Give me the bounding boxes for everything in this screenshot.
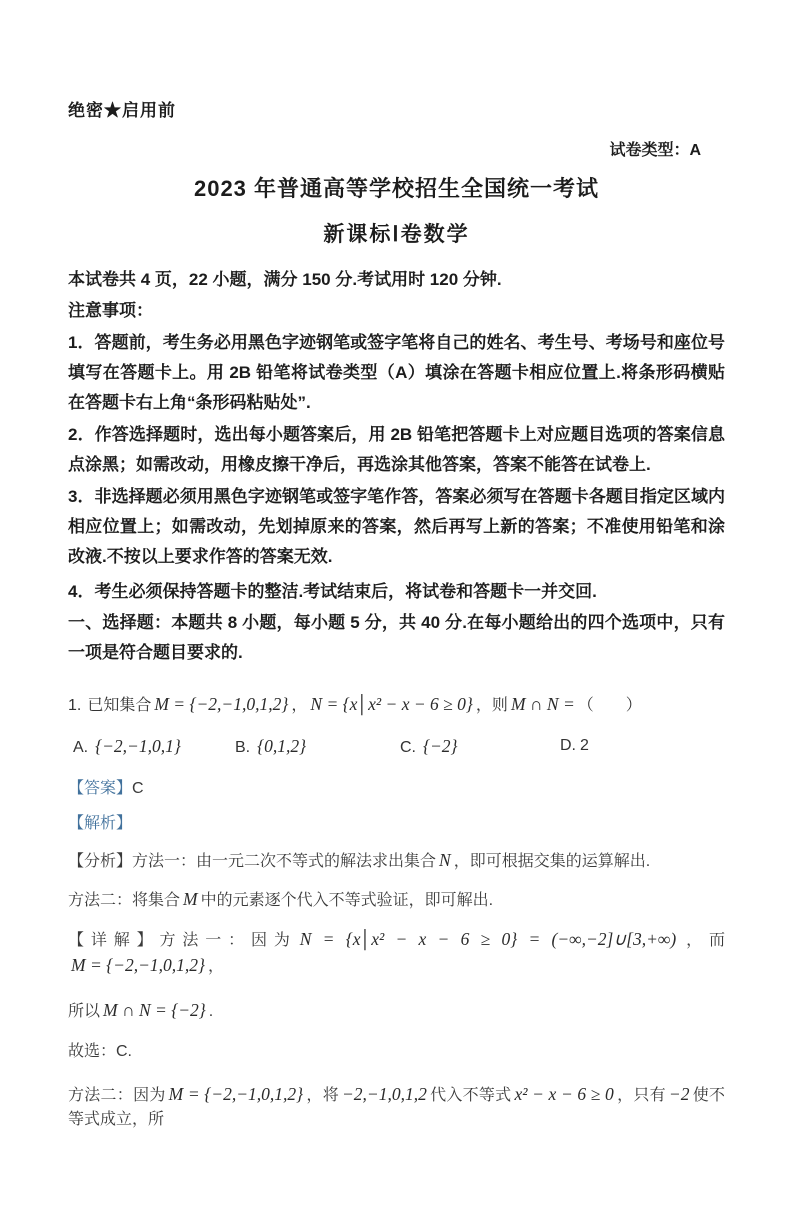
notice-heading: 注意事项： — [68, 301, 153, 320]
section-heading: 一、选择题：本题共 8 小题，每小题 5 分，共 40 分.在每小题给出的四个选项中，只有一项是符合题目要求的. — [68, 613, 725, 662]
option-c-value: {−2} — [423, 736, 458, 756]
detail-line-1 — [68, 927, 725, 979]
exam-title: 2023 年普通高等学校招生全国统一考试 — [193, 176, 600, 201]
inequality-formula: x² − x − 6 ≥ 0 — [514, 1084, 614, 1104]
option-b-label: B. — [235, 739, 251, 756]
option-c-label: C. — [400, 739, 416, 756]
analysis-label: 【分析】 — [68, 853, 133, 870]
elements-list: −2,−1,0,1,2 — [341, 1084, 427, 1104]
analysis-method-2-line — [68, 887, 725, 913]
question-1-text: 已知集合 — [87, 697, 152, 714]
question-1-number: 1. — [68, 697, 82, 714]
intersection-result-formula: M ∩ N = {−2} — [103, 1000, 206, 1020]
exam-info: 本试卷共 4 页，22 小题，满分 150 分.考试用时 120 分钟. — [68, 270, 502, 289]
paper-type-label: 试卷类型：A — [609, 142, 701, 159]
set-n-solution-formula: N = {x│x² − x − 6 ≥ 0} = (−∞,−2]∪[3,+∞) — [299, 929, 677, 949]
notice-item-1: 1．答题前，考生务必用黑色字迹钢笔或签字笔将自己的姓名、考生号、考场号和座位号填写在答题卡上。用 2B 铅笔将试卷类型（A）填涂在答题卡相应位置上.将条形码横贴在答题卡右上角“条形码粘贴处”. — [68, 333, 725, 412]
comma: ， — [291, 697, 308, 714]
detail-method-2-end: 使不等式成立，所 — [68, 1087, 725, 1128]
answer-label: 【答案】 — [68, 780, 133, 797]
analysis-header-label: 【解析】 — [68, 815, 133, 832]
analysis-method-2-tail: 中的元素逐个代入不等式验证，即可解出. — [200, 892, 494, 909]
option-d — [560, 732, 589, 762]
analysis-method-2-text: 方法二：将集合 — [68, 892, 181, 909]
option-c — [400, 732, 560, 762]
analysis-header-line — [68, 812, 725, 836]
answer-value: C — [132, 780, 144, 797]
set-m-formula: M = {−2,−1,0,1,2} — [154, 694, 289, 714]
detail-method-2-mid2: 代入不等式 — [429, 1087, 512, 1104]
answer-parentheses: （ ） — [577, 697, 642, 714]
option-d-label: D. — [560, 737, 576, 754]
variable-m: M — [183, 889, 198, 909]
detail-line-2-end: . — [208, 1003, 214, 1020]
option-b — [235, 732, 400, 762]
question-1-options — [68, 732, 725, 762]
option-a-value: {−2,−1,0,1} — [95, 736, 181, 756]
conclusion-line: 故选：C. — [68, 1043, 133, 1060]
detail-line-2-pre: 所以 — [68, 1003, 101, 1020]
question-1-stem — [68, 684, 725, 726]
set-m-formula-2: M = {−2,−1,0,1,2} — [168, 1084, 304, 1104]
notice-item-3: 3．非选择题必须用黑色字迹钢笔或签字笔作答，答案必须写在答题卡各题目指定区域内相应位置上；如需改动，先划掉原来的答案，然后再写上新的答案；不准使用铅笔和涂改液.不按以上要求作答的答案无效. — [68, 487, 725, 566]
classification-label: 绝密★启用前 — [68, 101, 176, 120]
detail-method-2-line — [68, 1082, 725, 1132]
answer-line — [68, 777, 725, 801]
notice-item-4: 4．考生必须保持答题卡的整洁.考试结束后，将试卷和答题卡一并交回. — [68, 582, 597, 601]
analysis-method-1-text: 方法一：由一元二次不等式的解法求出集合 — [132, 853, 437, 870]
set-n-formula: N = {x│x² − x − 6 ≥ 0} — [310, 694, 473, 714]
exam-subtitle: 新课标Ⅰ卷数学 — [323, 223, 470, 246]
satisfying-element: −2 — [668, 1084, 690, 1104]
option-d-value: 2 — [580, 737, 589, 754]
set-m-solution-formula: M = {−2,−1,0,1,2} — [71, 955, 206, 975]
detail-label: 【详解】 — [68, 932, 160, 949]
detail-line-2 — [68, 998, 725, 1024]
detail-line-1-end: ， — [208, 958, 225, 975]
detail-method-2-mid3: ，只有 — [616, 1087, 666, 1104]
question-1-then: ，则 — [475, 697, 508, 714]
analysis-method-1-tail: ，即可根据交集的运算解出. — [453, 853, 651, 870]
notice-item-2: 2．作答选择题时，选出每小题答案后，用 2B 铅笔把答题卡上对应题目选项的答案信息点涂黑；如需改动，用橡皮擦干净后，再选涂其他答案，答案不能答在试卷上. — [68, 425, 725, 474]
exam-paper-page — [0, 96, 793, 1218]
intersection-formula: M ∩ N = — [510, 694, 575, 714]
detail-line-1-mid: ，而 — [679, 932, 725, 949]
detail-method-2-mid1: ，将 — [306, 1087, 339, 1104]
detail-method-2-pre: 方法二：因为 — [68, 1087, 166, 1104]
option-a — [73, 732, 235, 762]
variable-n: N — [439, 850, 451, 870]
option-b-value: {0,1,2} — [257, 736, 307, 756]
analysis-method-1-line — [68, 848, 725, 874]
detail-line-1-pre: 方法一：因为 — [159, 932, 297, 949]
option-a-label: A. — [73, 739, 89, 756]
